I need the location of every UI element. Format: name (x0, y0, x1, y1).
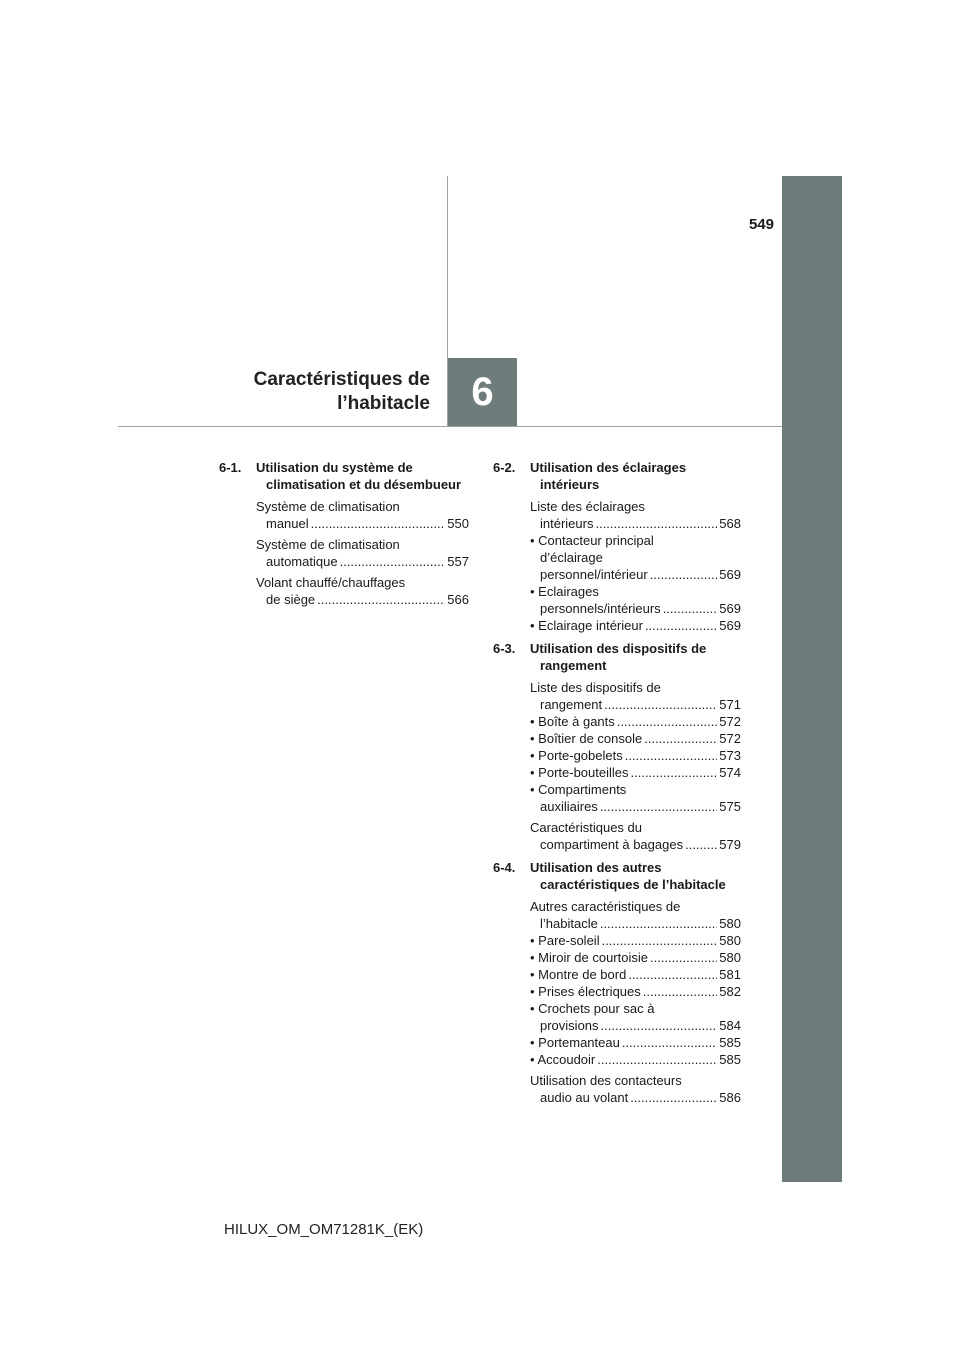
page-ref: 585 (719, 1052, 741, 1067)
page-ref: 569 (719, 567, 741, 582)
toc-right-column (493, 459, 741, 1112)
toc-entry[interactable]: Liste des dispositifs de rangement ..... 571 (493, 679, 741, 713)
page-ref: 575 (719, 799, 741, 814)
section-title: Utilisation des dispositifs de rangement (530, 641, 707, 673)
toc-subentry[interactable]: • Portemanteau ..... 585 (493, 1034, 741, 1051)
toc-subentry[interactable]: • Porte-gobelets ..... 573 (493, 747, 741, 764)
page-ref: 569 (719, 618, 741, 633)
section-title: Utilisation des autres caractéristiques de l’habitacle (530, 860, 726, 892)
toc-subentry[interactable]: • Boîte à gants ..... 572 (493, 713, 741, 730)
toc-entry[interactable]: Liste des éclairages intérieurs ..... 568 (493, 498, 741, 532)
page-ref: 579 (719, 837, 741, 852)
page-ref: 550 (447, 516, 469, 531)
toc-subentry[interactable]: • Contacteur principal d’éclairage personnel/intérieur ..... 569 (493, 532, 741, 583)
page-ref: 580 (719, 933, 741, 948)
toc-subentry[interactable]: • Boîtier de console ..... 572 (493, 730, 741, 747)
toc-subentry[interactable]: • Montre de bord ..... 581 (493, 966, 741, 983)
section-title: Utilisation des éclairages intérieurs (530, 460, 687, 492)
chapter-title-line2: l’habitacle (337, 393, 430, 414)
toc-subentry[interactable]: • Eclairage intérieur ..... 569 (493, 617, 741, 634)
page-ref: 572 (719, 731, 741, 746)
page-ref: 568 (719, 516, 741, 531)
toc-entry[interactable]: Système de climatisation automatique ..... 557 (219, 536, 469, 570)
toc-entry[interactable]: Caractéristiques du compartiment à bagages ..... 579 (493, 819, 741, 853)
toc-section-6-4 (493, 859, 741, 1106)
toc-subentry[interactable]: • Compartiments auxiliaires ..... 575 (493, 781, 741, 815)
toc-subentry[interactable]: • Pare-soleil ..... 580 (493, 932, 741, 949)
page-number: 549 (748, 216, 774, 233)
page-ref: 569 (719, 601, 741, 616)
section-title: Utilisation du système de climatisation et du désembueur (256, 460, 462, 492)
document-footer-code: HILUX_OM_OM71281K_(EK) (224, 1221, 424, 1238)
page-ref: 571 (719, 697, 741, 712)
toc-entry[interactable]: Volant chauffé/chauffages de siège ..... 566 (219, 574, 469, 608)
section-number: 6-3. (493, 641, 516, 656)
page-ref: 572 (719, 714, 741, 729)
toc-entry[interactable]: Autres caractéristiques de l’habitacle ..... 580 (493, 898, 741, 932)
toc-section-6-1 (219, 459, 469, 608)
toc-entry[interactable]: Utilisation des contacteurs audio au volant ..... 586 (493, 1072, 741, 1106)
toc-subentry[interactable]: • Accoudoir ..... 585 (493, 1051, 741, 1068)
page-ref: 582 (719, 984, 741, 999)
chapter-title-line1: Caractéristiques de (253, 369, 430, 390)
page-ref: 573 (719, 748, 741, 763)
page-ref: 585 (719, 1035, 741, 1050)
chapter-number: 6 (448, 358, 517, 426)
toc-subentry[interactable]: • Eclairages personnels/intérieurs ..... 569 (493, 583, 741, 617)
chapter-title (170, 368, 430, 416)
page-ref: 586 (719, 1090, 741, 1105)
page-ref: 581 (719, 967, 741, 982)
toc-section-6-2 (493, 459, 741, 634)
toc-entry[interactable]: Système de climatisation manuel ..... 550 (219, 498, 469, 532)
toc-subentry[interactable]: • Porte-bouteilles ..... 574 (493, 764, 741, 781)
page-ref: 566 (447, 592, 469, 607)
toc-left-column (219, 459, 469, 614)
page-ref: 574 (719, 765, 741, 780)
chapter-side-tab (782, 176, 842, 1182)
toc-subentry[interactable]: • Miroir de courtoisie ..... 580 (493, 949, 741, 966)
toc-subentry[interactable]: • Crochets pour sac à provisions ..... 584 (493, 1000, 741, 1034)
horizontal-divider (118, 426, 782, 427)
toc-subentry[interactable]: • Prises électriques ..... 582 (493, 983, 741, 1000)
section-number: 6-2. (493, 460, 516, 475)
section-number: 6-1. (219, 460, 242, 475)
section-number: 6-4. (493, 860, 516, 875)
page-ref: 557 (447, 554, 469, 569)
toc-section-6-3 (493, 640, 741, 853)
page-ref: 584 (719, 1018, 741, 1033)
page-ref: 580 (719, 916, 741, 931)
page-ref: 580 (719, 950, 741, 965)
